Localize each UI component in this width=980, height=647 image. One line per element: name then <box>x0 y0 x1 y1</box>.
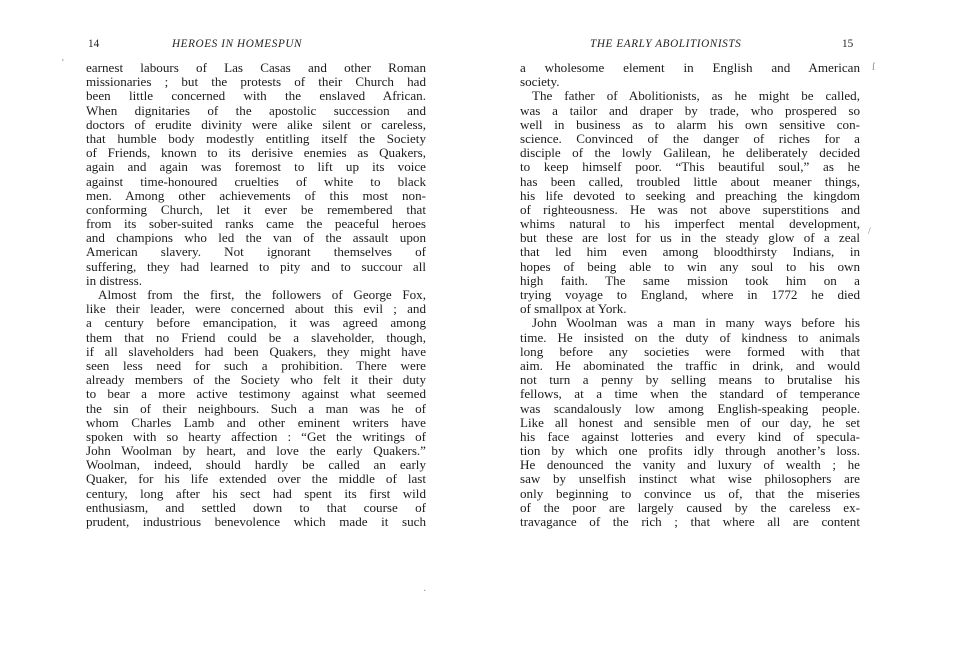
text-line: century, long after his sect had spent its first wild <box>86 485 426 501</box>
text-line: The father of Abolitionists, as he might be called, <box>532 88 860 104</box>
text-line: long before any societies were formed with that <box>520 343 860 359</box>
text-line: Quaker, for his life extended over the middle of last <box>86 471 426 487</box>
text-line: against time-honoured cruelties of white to black <box>86 173 426 189</box>
text-line: well in business as to alarm his own sensitive con- <box>520 116 860 132</box>
text-line: disciple of the lowly Galilean, he deliberately decided <box>520 145 860 161</box>
text-line: like their leader, were concerned about this evil ; and <box>86 301 426 317</box>
text-line: men. Among other achievements of this most non- <box>86 187 426 203</box>
text-line: missionaries ; but the protests of their Church had <box>86 74 426 90</box>
text-line: Like all honest and sensible men of our day, he set <box>520 414 860 430</box>
text-line: was scandalously low among English-speaking people. <box>520 400 860 416</box>
text-line: a wholesome element in English and American <box>520 60 860 75</box>
text-line: society. <box>520 74 560 90</box>
text-line: his life devoted to seeking and preaching the kingdom <box>520 187 860 203</box>
text-line: of the poor are largely caused by the careless ex- <box>520 499 860 515</box>
body-text <box>520 61 860 529</box>
text-line: fellows, at a time when the standard of temperance <box>520 386 860 402</box>
page-number: 15 <box>842 38 854 50</box>
text-line: earnest labours of Las Casas and other Roman <box>86 60 426 75</box>
text-line: aim. He abominated the traffic in drink, and would <box>520 357 860 373</box>
page-number: 14 <box>88 38 100 50</box>
text-line: to bear a more active testimony against what seemed <box>86 386 426 402</box>
text-line: John Woolman by heart, and love the early Quakers.” <box>86 443 426 459</box>
text-line: to keep himself poor. “This beautiful soul,” as he <box>520 159 860 175</box>
text-line: hopes of being able to win any soul to his own <box>520 258 860 274</box>
text-line: and champions who led the van of the assault upon <box>86 230 426 246</box>
running-head: HEROES IN HOMESPUN <box>172 38 303 50</box>
text-line: of Friends, known to its derisive enemies as Quakers, <box>86 145 426 161</box>
text-line: high faith. The same mission took him on a <box>520 272 860 288</box>
text-line: spoken with so hearty affection : “Get the writings of <box>86 428 426 444</box>
text-line: travagance of the rich ; that where all are content <box>520 514 860 529</box>
text-line: that led him even among bloodthirsty Indians, in <box>520 244 860 260</box>
text-line: them that no Friend could be a slaveholder, though, <box>86 329 426 345</box>
text-line: Almost from the first, the followers of George Fox, <box>98 287 426 302</box>
text-line: whims natural to his imperfect mental development, <box>520 216 860 232</box>
text-line: of righteousness. He was not above superstitions and <box>520 201 860 217</box>
text-line: science. Convinced of the danger of riches for a <box>520 130 860 146</box>
text-line: John Woolman was a man in many ways before his <box>532 315 860 331</box>
text-line: conforming Church, let it ever be remembered that <box>86 201 426 217</box>
text-line: When dignitaries of the apostolic succession and <box>86 102 426 118</box>
text-line: not turn a penny by selling means to brutalise his <box>520 372 860 388</box>
text-line: trying voyage to England, where in 1772 he died <box>520 287 860 302</box>
text-line: the sin of their neighbours. Such a man was he of <box>86 400 426 416</box>
text-line: enthusiasm, and settled down to that course of <box>86 499 426 515</box>
text-line: of smallpox at York. <box>520 301 627 317</box>
text-line: whom Charles Lamb and other eminent writers have <box>86 414 426 430</box>
text-line: suffering, they had learned to pity and to succour all <box>86 258 426 274</box>
text-line: that humble body modestly entitling itself the Society <box>86 130 426 146</box>
text-line: only beginning to convince us of, that the miseries <box>520 485 860 501</box>
text-line: was a tailor and draper by trade, who prospered so <box>520 102 860 118</box>
text-line: again and again was foremost to lift up its voice <box>86 159 426 175</box>
text-line: prudent, industrious benevolence which made it such <box>86 514 426 529</box>
text-line: but these are lost for us in the steady glow of a zeal <box>520 230 860 246</box>
running-head: THE EARLY ABOLITIONISTS <box>590 38 742 50</box>
text-line: time. He insisted on the duty of kindness to animals <box>520 329 860 345</box>
body-text <box>86 61 426 529</box>
text-line: tion by which one profits idly through another’s loss. <box>520 443 860 459</box>
text-line: from its sober-suited ranks came the peaceful heroes <box>86 216 426 232</box>
text-line: Woolman, indeed, should hardly be called an early <box>86 457 426 473</box>
text-line: a century before emancipation, it was agreed among <box>86 315 426 331</box>
text-line: in distress. <box>86 272 143 288</box>
scan-speck: · <box>423 586 427 597</box>
text-line: his face against lotteries and every kind of specula- <box>520 428 860 444</box>
text-line: seen less need for such a prohibition. There were <box>86 357 426 373</box>
text-line: has been called, troubled little about meaner things, <box>520 173 860 189</box>
scan-speck: ' <box>62 58 64 69</box>
scan-speck: ſ <box>872 62 875 73</box>
text-line: doctors of erudite divinity were alike silent or careless, <box>86 116 426 132</box>
right-page <box>490 0 980 647</box>
text-line: He denounced the vanity and luxury of wealth ; he <box>520 457 860 473</box>
text-line: already members of the Society who felt it their duty <box>86 372 426 388</box>
text-line: been little concerned with the enslaved African. <box>86 88 426 104</box>
text-line: American slavery. Not ignorant themselves of <box>86 244 426 260</box>
text-line: if all slaveholders had been Quakers, they might have <box>86 343 426 359</box>
text-line: saw by unselfish instinct what wise philosophers are <box>520 471 860 487</box>
pencil-mark: / <box>868 226 871 237</box>
